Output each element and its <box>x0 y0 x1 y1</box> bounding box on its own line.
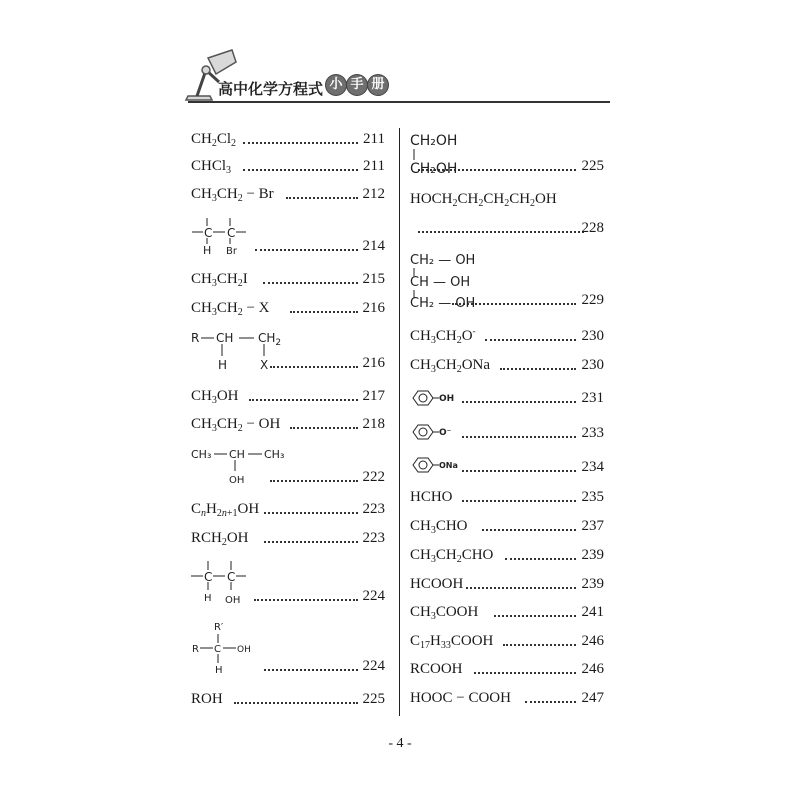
svg-text:CH₂OH: CH₂OH <box>410 133 458 149</box>
dot-leader <box>525 701 576 703</box>
formula-label: $HOCH_2CH_2CH_2CH_2OH$ <box>410 191 557 209</box>
right-entry <box>410 155 604 177</box>
left-entry <box>191 297 385 319</box>
page-ref: 223 <box>362 501 385 517</box>
right-entry <box>410 325 604 347</box>
page-ref: 225 <box>581 158 604 174</box>
page-ref: 241 <box>581 604 604 620</box>
formula-label: ROH <box>191 691 223 707</box>
svg-text:R: R <box>192 644 199 655</box>
formula-label: RCOOH <box>410 661 463 677</box>
left-entry <box>191 413 385 435</box>
formula-label: $CH_3CH_2I$ <box>191 271 248 289</box>
svg-text:OH: OH <box>439 394 455 404</box>
dibromo-br: Br <box>226 246 237 257</box>
dot-leader <box>243 142 358 144</box>
dot-leader <box>270 480 358 482</box>
dot-leader <box>264 512 358 514</box>
svg-text:CH: CH <box>229 448 245 461</box>
dot-leader <box>505 558 576 560</box>
page-ref: 230 <box>581 357 604 373</box>
svg-text:CH2: $CH_2$ <box>258 331 282 348</box>
dot-leader <box>270 366 358 368</box>
left-entry <box>191 585 385 607</box>
svg-text:C: C <box>214 644 221 655</box>
dot-leader <box>249 399 358 401</box>
desk-lamp-icon <box>0 0 800 110</box>
page-ref: 246 <box>581 633 604 649</box>
right-entry <box>410 658 604 680</box>
formula-label: HCOOH <box>410 576 464 592</box>
dot-leader <box>452 303 576 305</box>
svg-text:CH — OH: CH — OH <box>410 275 471 290</box>
dot-leader <box>264 541 358 543</box>
formula-label: $CH_3CH_2CHO$ <box>410 547 494 565</box>
dot-leader <box>485 339 576 341</box>
dot-leader <box>500 368 576 370</box>
svg-text:CH₂ — OH: CH₂ — OH <box>410 296 476 311</box>
right-entry <box>410 544 604 566</box>
left-entry <box>191 688 385 710</box>
right-entry <box>410 456 604 478</box>
dot-leader <box>418 169 576 171</box>
dot-leader <box>234 702 358 704</box>
svg-text:OH: OH <box>229 475 245 486</box>
page-ref: 233 <box>581 425 604 441</box>
right-entry <box>410 601 604 623</box>
formula-label: $CH_3CH_2 - Br$ <box>191 186 274 204</box>
svg-text:C: C <box>204 226 213 240</box>
page-ref: 230 <box>581 328 604 344</box>
page-ref: 212 <box>362 186 385 202</box>
formula-label: $CH_3CH_2$ − OH <box>191 416 281 434</box>
page-ref: 235 <box>581 489 604 505</box>
page-ref: 247 <box>581 690 604 706</box>
dibromo-h: H <box>203 244 212 257</box>
header-badge-2: 手 <box>347 75 367 95</box>
left-entry <box>191 235 385 257</box>
svg-text:CH₂OH: CH₂OH <box>410 161 458 177</box>
formula-label: $CH_3CH_2O^-$ <box>410 326 476 346</box>
right-entry <box>410 630 604 652</box>
left-entry <box>191 466 385 488</box>
page-ref: 229 <box>581 292 604 308</box>
dot-leader <box>418 231 584 233</box>
header-badge-1: 小 <box>326 75 346 95</box>
svg-text:C: C <box>204 570 213 584</box>
svg-text:X: X <box>260 358 269 372</box>
page-ref: 239 <box>581 547 604 563</box>
page-ref: 224 <box>362 658 385 674</box>
left-entry <box>191 268 385 290</box>
svg-text:ONa: ONa <box>439 461 458 470</box>
right-entry <box>410 422 604 444</box>
page-ref: 214 <box>362 238 385 254</box>
page-ref: 246 <box>581 661 604 677</box>
right-entry <box>410 188 604 210</box>
page-ref: 216 <box>362 355 385 371</box>
formula-label: $C_{17}H_{33}COOH$ <box>410 633 494 651</box>
page-ref: 211 <box>363 158 385 174</box>
formula-label: HCHO <box>410 489 453 505</box>
left-entry <box>191 527 385 549</box>
formula-label: $CH_3CH_2 - X$ <box>191 300 270 318</box>
formula-label: $CH_3OH$ <box>191 388 239 406</box>
right-entry <box>410 687 604 709</box>
dot-leader <box>462 436 576 438</box>
page-ref: 239 <box>581 576 604 592</box>
dot-leader <box>286 197 358 199</box>
dot-leader <box>462 401 576 403</box>
svg-text:OH: OH <box>225 595 241 606</box>
page-ref: 215 <box>362 271 385 287</box>
formula-label: $C_nH_{2n+1}OH$ <box>191 501 260 519</box>
page-ref: 217 <box>362 388 385 404</box>
dot-leader <box>503 644 576 646</box>
formula-label: $CH_3CHO$ <box>410 518 468 536</box>
header-badge-3: 册 <box>368 75 388 95</box>
svg-text:C: C <box>227 226 236 240</box>
svg-text:H: H <box>204 593 212 604</box>
dot-leader <box>254 599 358 601</box>
svg-text:CH₃: CH₃ <box>191 448 212 461</box>
dot-leader <box>243 169 358 171</box>
svg-text:H: H <box>215 665 223 676</box>
dot-leader <box>290 427 358 429</box>
right-entry <box>410 289 604 311</box>
left-entry <box>191 385 385 407</box>
formula-label: $CH_3COOH$ <box>410 604 479 622</box>
header-rule <box>188 101 610 103</box>
right-entry <box>410 515 604 537</box>
header-title: 高中化学方程式 <box>218 80 324 98</box>
right-entry <box>410 573 604 595</box>
svg-text:OH: OH <box>237 645 251 655</box>
svg-text:R′: R′ <box>214 622 224 633</box>
right-entry <box>410 387 604 409</box>
svg-text:CH: CH <box>216 331 234 345</box>
svg-text:CH₂ — OH: CH₂ — OH <box>410 253 476 268</box>
dot-leader <box>290 311 358 313</box>
page-ref: 223 <box>362 530 385 546</box>
right-entry <box>410 354 604 376</box>
page-ref: 231 <box>581 390 604 406</box>
left-entry <box>191 183 385 205</box>
dot-leader <box>264 669 358 671</box>
right-entry <box>410 486 604 508</box>
svg-text:H: H <box>218 358 228 372</box>
svg-text:R: R <box>191 331 200 345</box>
dot-leader <box>255 249 358 251</box>
right-entry-continuation <box>410 217 604 239</box>
dot-leader <box>494 615 576 617</box>
formula-label: $CH_2Cl_2$ <box>191 131 237 149</box>
formula-label: $CH_3CH_2ONa$ <box>410 357 491 375</box>
left-entry <box>191 655 385 677</box>
page-ref: 211 <box>363 131 385 147</box>
formula-label: HOOC − COOH <box>410 690 511 706</box>
dot-leader <box>466 587 576 589</box>
page-number: - 4 - <box>388 736 412 751</box>
page-ref: 218 <box>362 416 385 432</box>
formula-label: CHCl$_3$ <box>191 158 232 176</box>
dot-leader <box>474 672 576 674</box>
svg-text:O⁻: O⁻ <box>439 428 452 438</box>
page-ref: 228 <box>581 220 604 236</box>
svg-text:C: C <box>227 570 236 584</box>
column-divider <box>399 128 400 716</box>
left-entry <box>191 352 385 374</box>
svg-text:CH₃: CH₃ <box>264 448 285 461</box>
dot-leader <box>482 529 576 531</box>
page-ref: 225 <box>362 691 385 707</box>
page-ref: 216 <box>362 300 385 316</box>
page-ref: 224 <box>362 588 385 604</box>
formula-label: $RCH_2OH$ <box>191 530 249 548</box>
dot-leader <box>462 500 576 502</box>
left-entry <box>191 155 385 177</box>
left-entry <box>191 128 385 150</box>
left-entry <box>191 498 385 520</box>
dot-leader <box>462 470 576 472</box>
dot-leader <box>263 282 358 284</box>
page-ref: 237 <box>581 518 604 534</box>
page-ref: 222 <box>362 469 385 485</box>
page-ref: 234 <box>581 459 604 475</box>
